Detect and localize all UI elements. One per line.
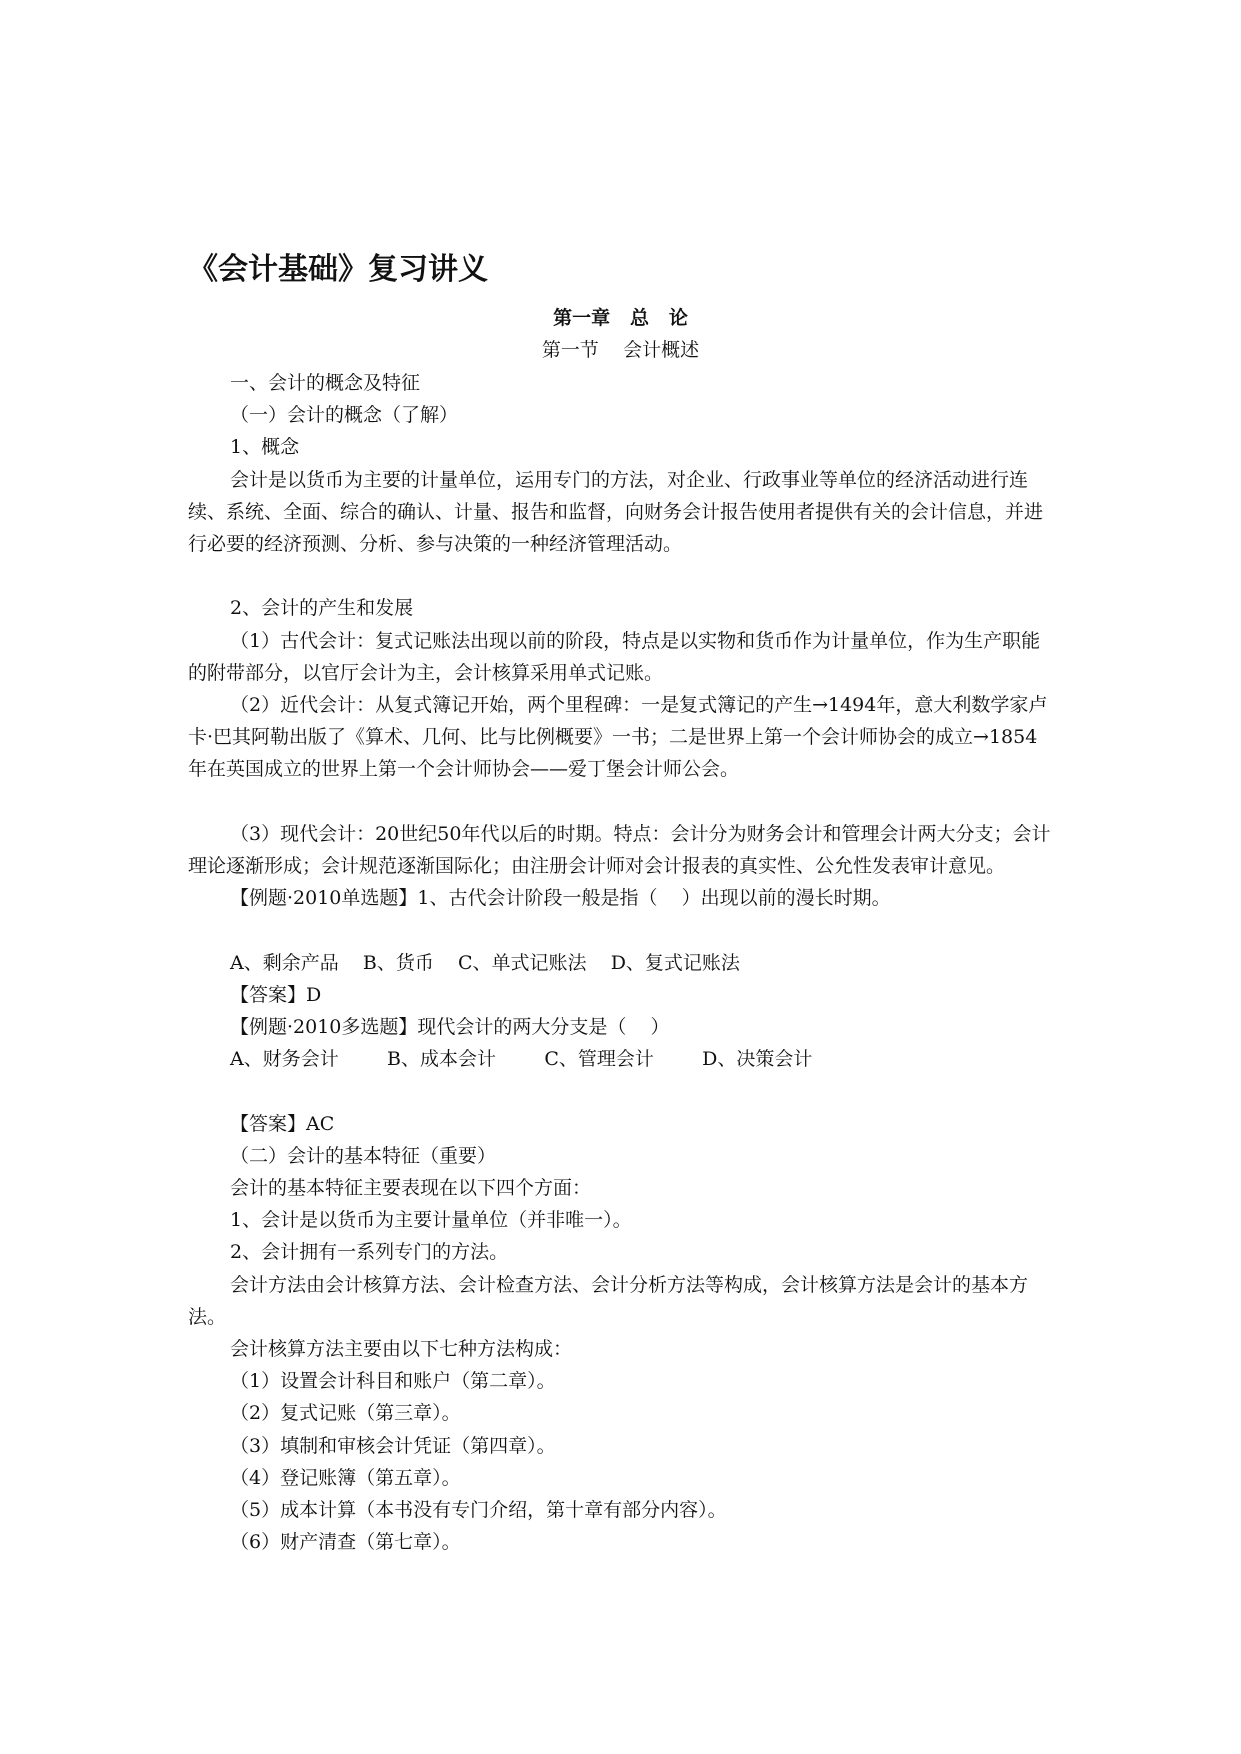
section-heading: 第一节 会计概述 [541,339,700,361]
method-item-4: （4）登记账簿（第五章）。 [230,1466,461,1489]
blank-line [188,560,1053,592]
subheading-concept: （一）会计的概念（了解） [230,404,459,427]
paragraph-methods: 会计方法由会计核算方法、会计检查方法、会计分析方法等构成，会计核算方法是会计的基本方法。 [188,1273,1029,1328]
paragraph-ancient-accounting: （1）古代会计：复式记账法出现以前的阶段，特点是以实物和货币作为计量单位，作为生产职能的附带部分，以官厅会计为主，会计核算采用单式记账。 [188,629,1041,684]
chapter-heading: 第一章 总 论 [553,307,688,329]
blank-line [188,1075,1053,1107]
example-options-2: A、财务会计 B、成本会计 C、管理会计 D、决策会计 [230,1048,813,1071]
feature-1: 1、会计是以货币为主要计量单位（并非唯一）。 [230,1209,632,1232]
feature-2: 2、会计拥有一系列专门的方法。 [230,1241,509,1264]
method-item-1: （1）设置会计科目和账户（第二章）。 [230,1370,556,1393]
method-item-5: （5）成本计算（本书没有专门介绍，第十章有部分内容）。 [230,1499,727,1522]
document-title: 《会计基础》复习讲义 [188,252,488,287]
item-concept: 1、概念 [230,436,300,459]
paragraph-seven-methods: 会计核算方法主要由以下七种方法构成： [230,1338,573,1361]
heading-concept-features: 一、会计的概念及特征 [230,372,421,394]
blank-line [188,914,1053,946]
method-item-3: （3）填制和审核会计凭证（第四章）。 [230,1434,556,1457]
paragraph-features-intro: 会计的基本特征主要表现在以下四个方面： [230,1177,592,1200]
paragraph-contemporary-accounting: （3）现代会计：20世纪50年代以后的时期。特点：会计分为财务会计和管理会计两大分支；会计理论逐渐形成；会计规范逐渐国际化；由注册会计师对会计报表的真实性、公允性发表审计意见。 [188,822,1051,878]
method-item-2: （2）复式记账（第三章）。 [230,1402,461,1425]
example-question-1: 【例题·2010单选题】1、古代会计阶段一般是指（ ）出现以前的漫长时期。 [230,887,891,910]
example-answer-1: 【答案】D [230,983,322,1006]
paragraph-modern-early-accounting: （2）近代会计：从复式簿记开始，两个里程碑：一是复式簿记的产生→1494年，意大利数学家卢卡·巴其阿勒出版了《算术、几何、比与比例概要》一书；二是世界上第一个会计师协会的成立→1854年在英国成立的世界上第一个会计师协会——爱丁堡会计师公会。 [188,694,1048,781]
example-question-2: 【例题·2010多选题】现代会计的两大分支是（ ） [230,1016,670,1039]
document-body [188,367,1053,1558]
subheading-basic-features: （二）会计的基本特征（重要） [230,1144,497,1167]
method-item-6: （6）财产清查（第七章）。 [230,1531,461,1554]
paragraph-definition: 会计是以货币为主要的计量单位，运用专门的方法，对企业、行政事业等单位的经济活动进行连续、系统、全面、综合的确认、计量、报告和监督，向财务会计报告使用者提供有关的会计信息，并进行必要的经济预测、分析、参与决策的一种经济管理活动。 [188,468,1044,556]
blank-line [188,786,1053,818]
example-answer-2: 【答案】AC [230,1112,335,1135]
item-origin-development: 2、会计的产生和发展 [230,597,414,620]
example-options-1: A、剩余产品 B、货币 C、单式记账法 D、复式记账法 [230,951,740,974]
